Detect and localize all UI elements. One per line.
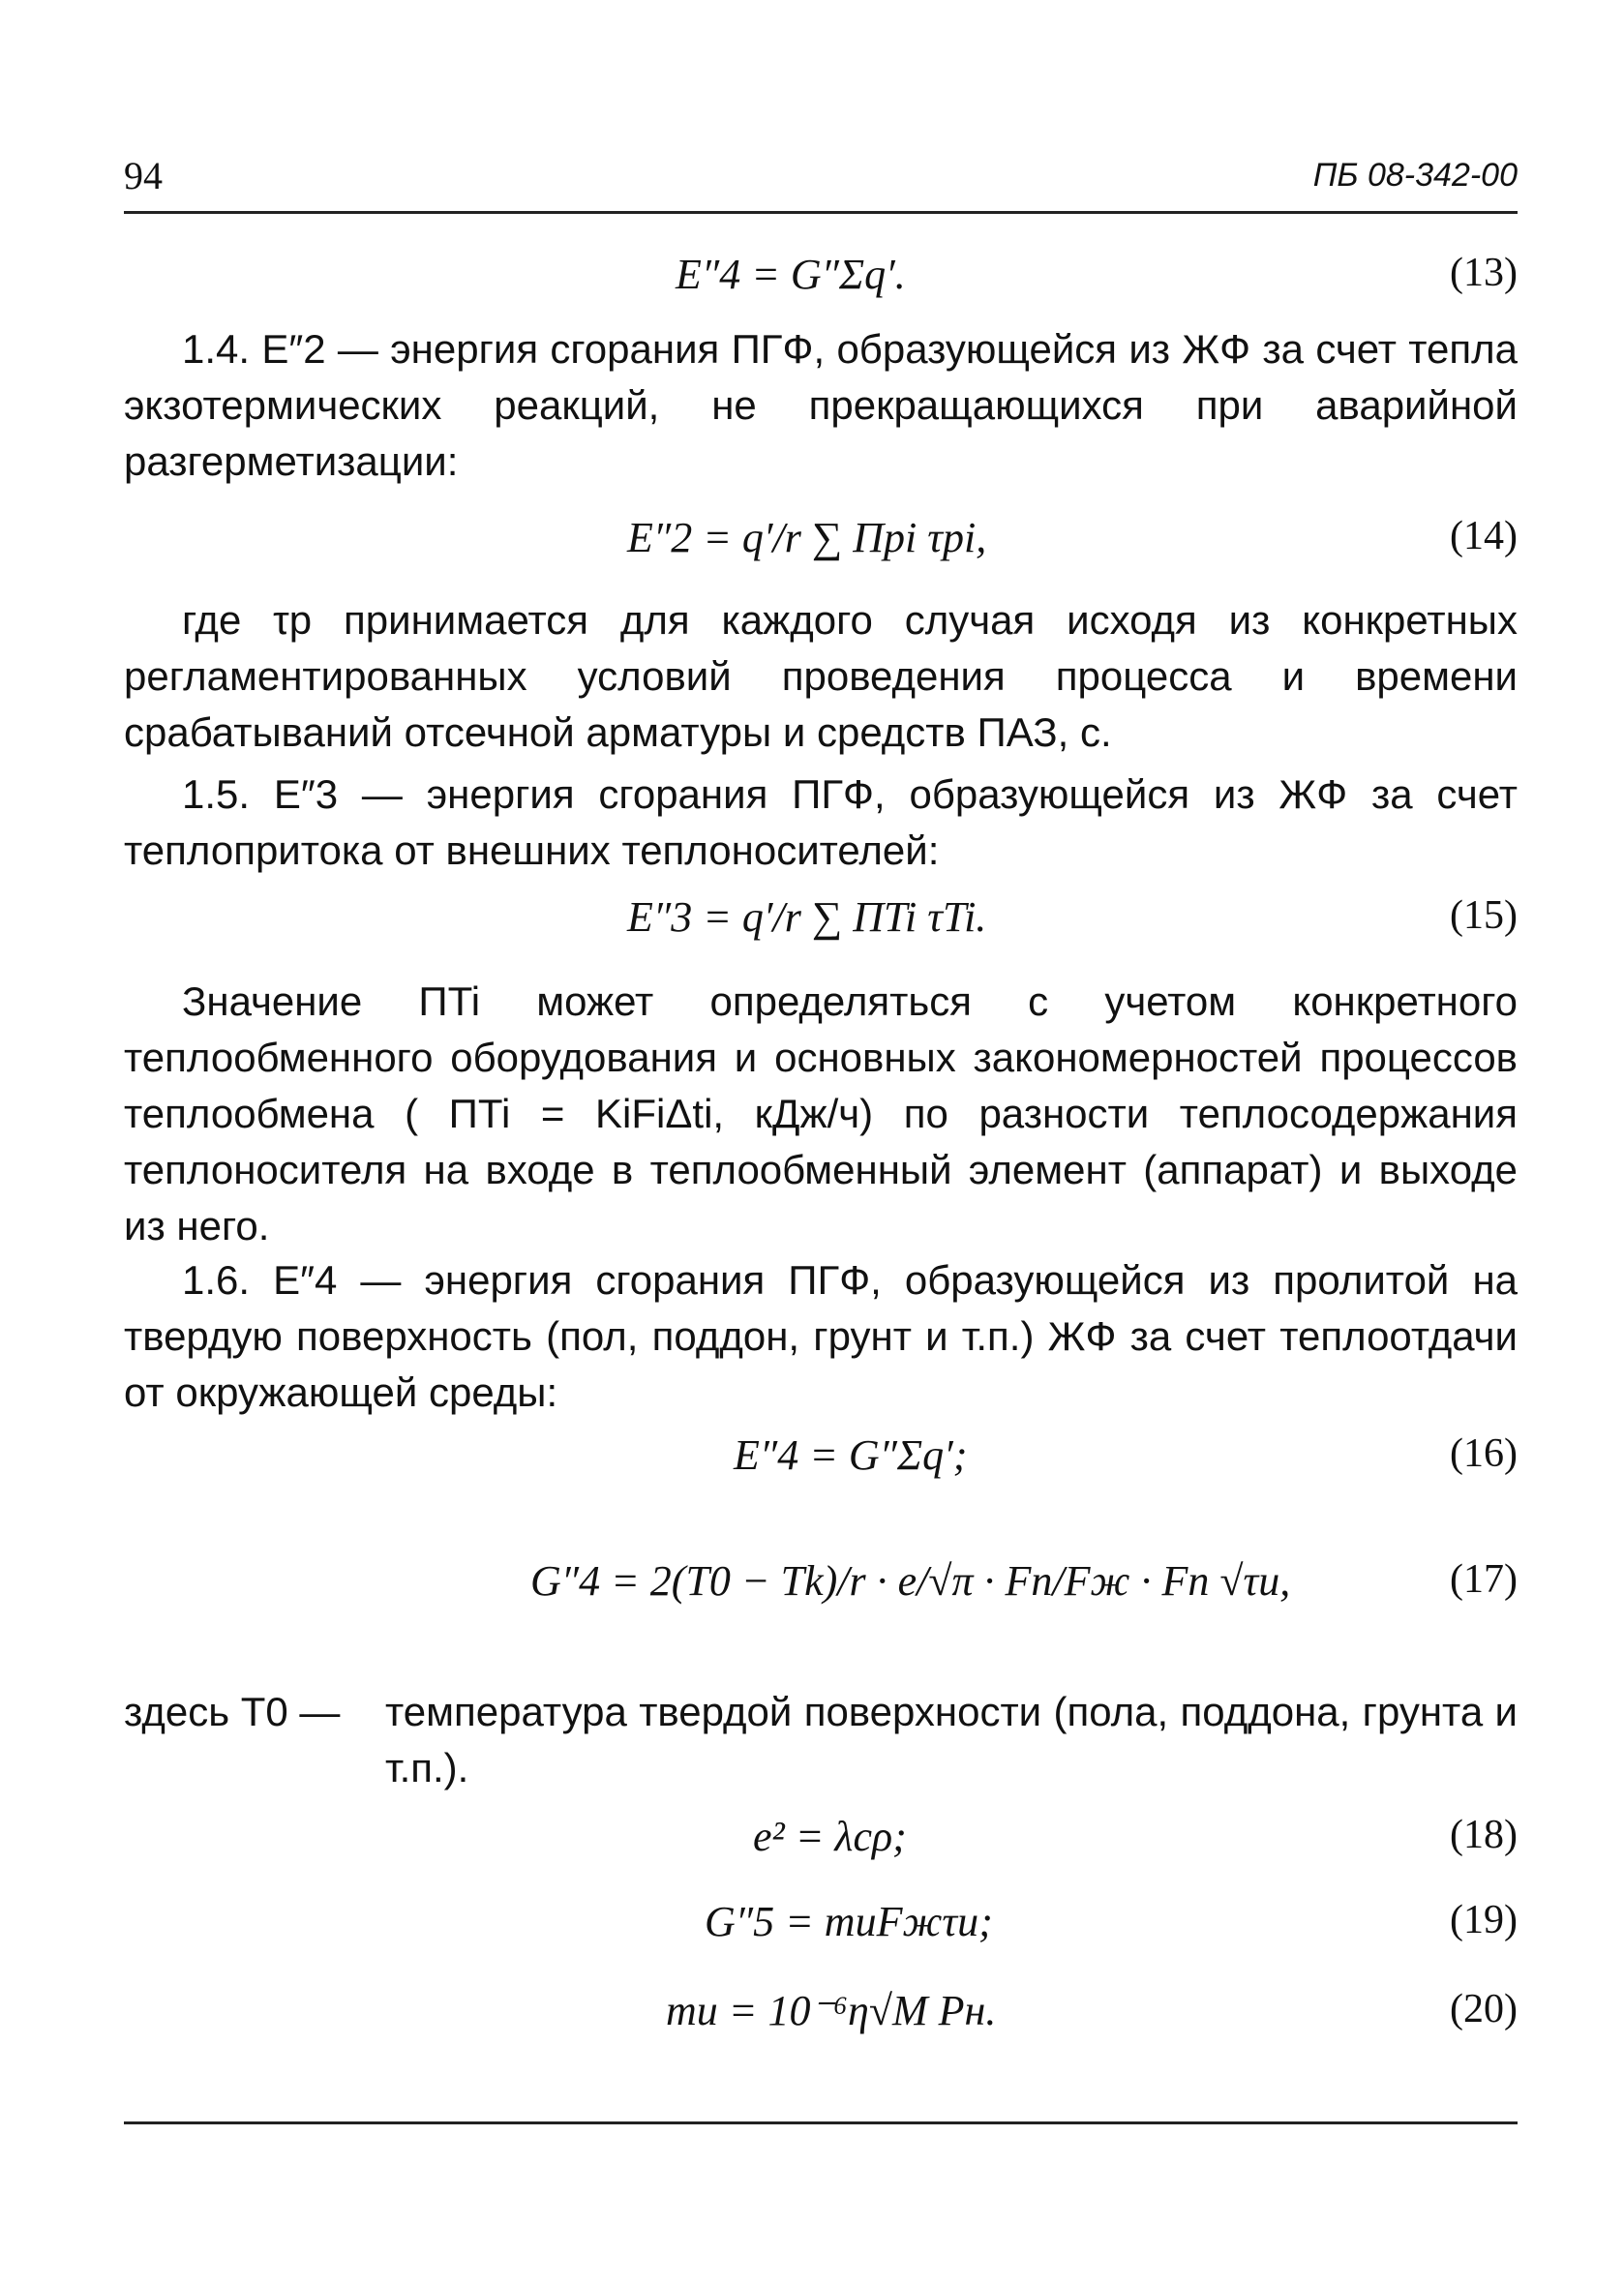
document-code: ПБ 08-342-00 [1312, 157, 1518, 194]
paragraph-1-4-where-text: где τp принимается для каждого случая исходя из конкретных регламентированных условий проведения процесса и времени срабатываний отсечной арматуры и средств ПАЗ, с. [124, 597, 1518, 755]
equation-14-number: (14) [1450, 514, 1518, 558]
paragraph-1-5-value-text: Значение ПTi может определяться с учетом конкретного теплообменного оборудования и основных закономерностей процессов теплообмена ( ПTi = KiFiΔti, кДж/ч) по разности теплосодержания теплоносителя на входе в теплообменный элемент (аппарат) и выходе из него. [124, 978, 1518, 1248]
paragraph-1-6-text: 1.6. E″4 — энергия сгорания ПГФ, образующейся из пролитой на твердую поверхность (пол, поддон, грунт и т.п.) ЖФ за счет теплоотдачи от окружающей среды: [124, 1257, 1518, 1415]
paragraph-1-4-where [124, 592, 1518, 761]
equation-18-number: (18) [1450, 1813, 1518, 1857]
equation-16-number: (16) [1450, 1431, 1518, 1476]
page-header [124, 153, 1518, 214]
equation-19-formula: G″5 = muFжτu; [705, 1898, 993, 1945]
equation-17 [124, 1556, 1518, 1624]
definition-label: здесь T0 — [124, 1689, 341, 1734]
equation-18 [124, 1812, 1518, 1880]
equation-20-number: (20) [1450, 1987, 1518, 2031]
equation-13-number: (13) [1450, 251, 1518, 295]
equation-20 [124, 1986, 1518, 2054]
paragraph-1-5-value [124, 974, 1518, 1254]
paragraph-1-6 [124, 1252, 1518, 1421]
equation-20-formula: mu = 10⁻⁶η√M Pн. [666, 1987, 997, 2034]
footer-rule [124, 2121, 1518, 2124]
equation-16 [124, 1430, 1518, 1498]
equation-18-formula: e² = λcρ; [753, 1813, 907, 1860]
equation-15-number: (15) [1450, 893, 1518, 938]
equation-17-number: (17) [1450, 1557, 1518, 1602]
equation-19 [124, 1897, 1518, 1965]
equation-14-formula: E″2 = q′/r ∑ Пpi τpi, [627, 514, 987, 561]
equation-13 [124, 250, 1518, 317]
paragraph-1-5-text: 1.5. E″3 — энергия сгорания ПГФ, образующейся из ЖФ за счет теплопритока от внешних теплоносителей: [124, 771, 1518, 873]
page-number: 94 [124, 154, 163, 197]
paragraph-1-5 [124, 767, 1518, 879]
paragraph-1-4 [124, 321, 1518, 490]
equation-14 [124, 513, 1518, 581]
equation-16-formula: E″4 = G″Σq′; [734, 1431, 968, 1479]
equation-15-formula: E″3 = q′/r ∑ ПTi τTi. [627, 893, 987, 941]
paragraph-1-4-text: 1.4. E″2 — энергия сгорания ПГФ, образующейся из ЖФ за счет тепла экзотермических реакций, не прекращающихся при аварийной разгерметизации: [124, 326, 1518, 484]
equation-17-formula: G″4 = 2(T0 − Tk)/r · e/√π · Fп/Fж · Fп √τu, [530, 1557, 1291, 1605]
equation-13-formula: E″4 = G″Σq′. [676, 251, 906, 298]
equation-15 [124, 892, 1518, 960]
equation-19-number: (19) [1450, 1898, 1518, 1942]
definition-body: температура твердой поверхности (пола, поддона, грунта и т.п.). [385, 1689, 1518, 1790]
